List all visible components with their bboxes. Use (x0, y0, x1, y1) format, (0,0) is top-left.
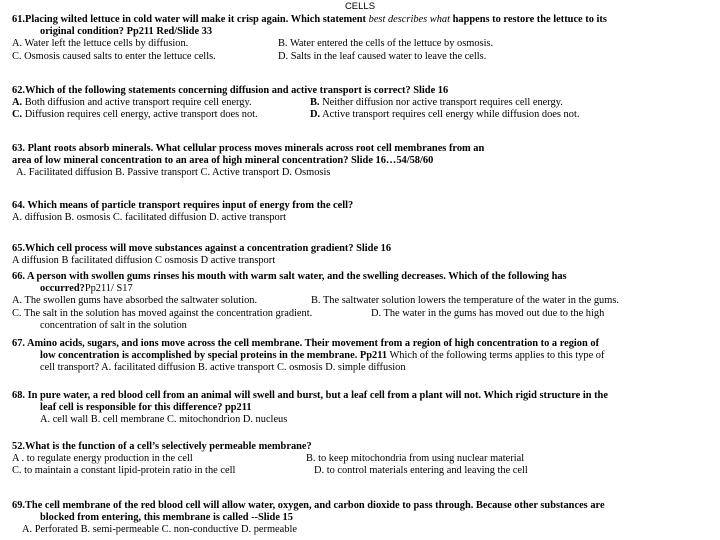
question-64 (12, 200, 705, 224)
question-68 (12, 390, 705, 427)
answers-69: A. Perforated B. semi-permeable C. non-conductive D. permeable (22, 524, 297, 536)
answer-66-d-continued: concentration of salt in the solution (40, 319, 187, 331)
question-52 (12, 441, 705, 478)
answer-61-b: B. Water entered the cells of the lettuce by osmosis. (278, 38, 494, 50)
answer-52-a: A . to regulate energy production in the cell (12, 453, 193, 465)
question-63 (12, 143, 705, 180)
question-67 (12, 338, 705, 375)
question-52-stem: 52.What is the function of a cell’s selectively permeable membrane? (12, 441, 312, 452)
question-61-stem: 61.Placing wilted lettuce in cold water will make it crisp again. Which statement best describes what happens to restore the lettuce to its original condition? Pp211 Red/Slide 33 (12, 14, 607, 38)
answer-62-d: D. Active transport requires cell energy while diffusion does not. (310, 109, 580, 121)
answer-66-d: D. The water in the gums has moved out due to the high (371, 307, 605, 319)
answer-62-a: A. Both diffusion and active transport require cell energy. (12, 97, 252, 109)
answer-61-d: D. Salts in the leaf caused water to leave the cells. (278, 50, 487, 62)
answer-61-c: C. Osmosis caused salts to enter the lettuce cells. (12, 50, 216, 62)
question-69-stem: 69.The cell membrane of the red blood cell will allow water, oxygen, and carbon dioxide to pass through. Because other substances are blocked from entering, this membrane is called --Slide 15 (12, 500, 605, 524)
question-67-stem: 67. Amino acids, sugars, and ions move across the cell membrane. Their movement from a region of high concentration to a region of low concentration is accomplished by special proteins in the membrane. Pp211 Which of the following terms applies to this type of (12, 338, 605, 362)
question-67-answers: cell transport? A. facilitated diffusion B. active transport C. osmosis D. simple diffusion (40, 362, 406, 374)
answers-64: A. diffusion B. osmosis C. facilitated diffusion D. active transport (12, 212, 287, 224)
question-62 (12, 85, 705, 122)
question-63-stem: 63. Plant roots absorb minerals. What cellular process moves minerals across root cell membranes from an area of low mineral concentration to an area of high mineral concentration? Slide 16…54/58/60 (12, 143, 485, 167)
answer-61-a: A. Water left the lettuce cells by diffusion. (12, 38, 189, 50)
question-65-stem: 65.Which cell process will move substances against a concentration gradient? Slide 16 (12, 243, 392, 254)
answer-52-c: C. to maintain a constant lipid-protein ratio in the cell (12, 465, 236, 477)
answers-65: A diffusion B facilitated diffusion C osmosis D active transport (12, 255, 276, 267)
answers-68: A. cell wall B. cell membrane C. mitochondrion D. nucleus (40, 414, 288, 426)
question-61 (12, 14, 705, 63)
question-64-stem: 64. Which means of particle transport requires input of energy from the cell? (12, 200, 354, 211)
answer-62-b: B. Neither diffusion nor active transport requires cell energy. (310, 97, 563, 109)
question-69 (12, 500, 705, 537)
question-68-stem: 68. In pure water, a red blood cell from an animal will swell and burst, but a leaf cell from a plant will not. Which rigid structure in the leaf cell is responsible for this difference? pp211 (12, 390, 608, 414)
answer-66-a: A. The swollen gums have absorbed the saltwater solution. (12, 295, 258, 307)
question-65 (12, 243, 705, 267)
question-66 (12, 271, 705, 332)
answer-66-c: C. The salt in the solution has moved against the concentration gradient. (12, 307, 313, 319)
answer-52-b: B. to keep mitochondria from using nuclear material (306, 453, 525, 465)
answers-63: A. Facilitated diffusion B. Passive transport C. Active transport D. Osmosis (16, 167, 331, 179)
answer-66-b: B. The saltwater solution lowers the temperature of the water in the gums. (311, 295, 619, 307)
answer-62-c: C. Diffusion requires cell energy, active transport does not. (12, 109, 258, 121)
question-62-stem: 62.Which of the following statements concerning diffusion and active transport is correct? Slide 16 (12, 85, 449, 96)
answer-52-d: D. to control materials entering and leaving the cell (314, 465, 528, 477)
question-66-stem: 66. A person with swollen gums rinses his mouth with warm salt water, and the swelling decreases. Which of the following has occurred?Pp211/ S17 (12, 271, 567, 295)
page-title: CELLS (344, 1, 376, 12)
